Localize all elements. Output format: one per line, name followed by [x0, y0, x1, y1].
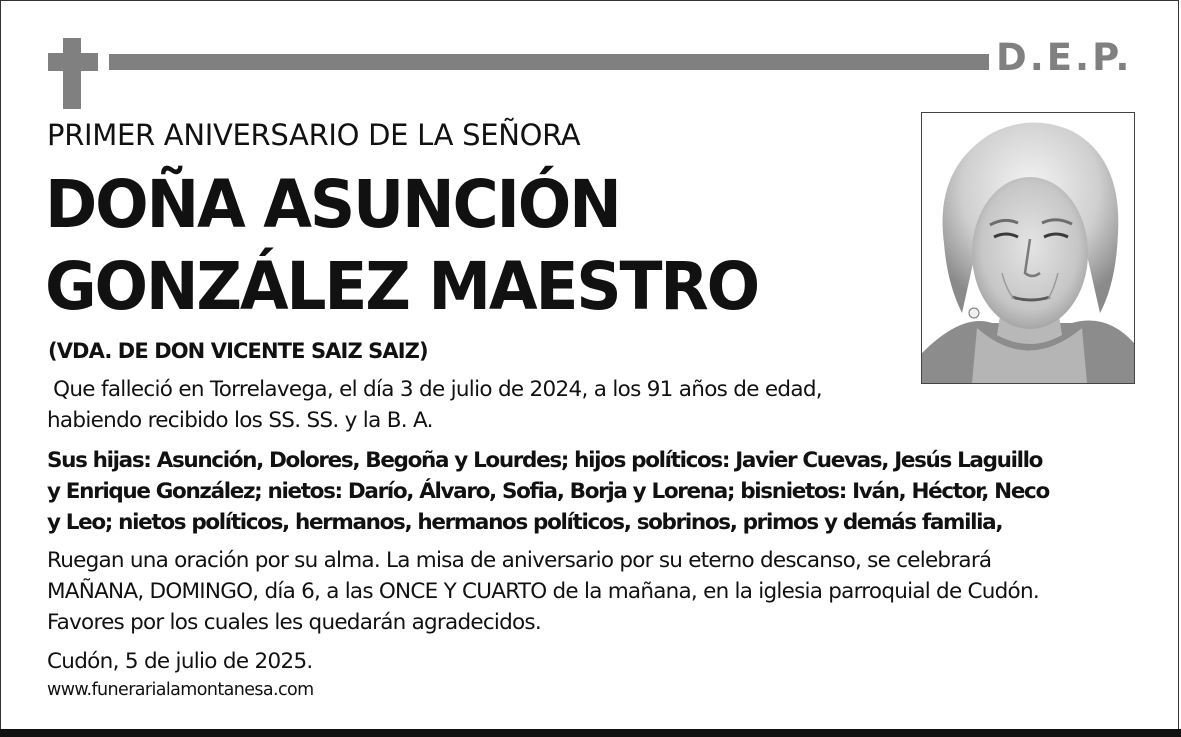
prayer-line: MAÑANA, DOMINGO, día 6, a las ONCE Y CUARTO de la mañana, en la iglesia parroquial de Cudón. [47, 579, 1039, 604]
dep-label: D.E.P. [996, 36, 1133, 79]
prayer-paragraph [47, 545, 1039, 638]
dateline-text: Cudón, 5 de julio de 2025. [47, 649, 313, 674]
dateline [47, 646, 313, 677]
death-line: Que falleció en Torrelavega, el día 3 de julio de 2024, a los 91 años de edad, [47, 377, 822, 402]
death-paragraph [47, 374, 822, 436]
prayer-line: Favores por los cuales les quedarán agradecidos. [47, 610, 541, 635]
family-line: y Enrique González; nietos: Darío, Álvaro, Sofia, Borja y Lorena; bisnietos: Iván, Héctor, Neco [47, 479, 1049, 504]
deceased-name-line1: DOÑA ASUNCIÓN [45, 165, 620, 243]
prayer-line: Ruegan una oración por su alma. La misa de aniversario por su eterno descanso, se celebrará [47, 548, 992, 573]
website-link[interactable]: www.funerarialamontanesa.com [47, 680, 314, 700]
death-line: habiendo recibido los SS. SS. y la B. A. [47, 408, 433, 433]
intro-heading: PRIMER ANIVERSARIO DE LA SEÑORA [47, 118, 581, 152]
spouse-line: (VDA. DE DON VICENTE SAIZ SAIZ) [48, 339, 428, 363]
portrait-photo [921, 112, 1135, 384]
family-line: y Leo; nietos políticos, hermanos, hermanos políticos, sobrinos, primos y demás familia, [47, 510, 1003, 535]
header-rule [109, 54, 989, 70]
family-paragraph [47, 445, 1049, 538]
family-line: Sus hijas: Asunción, Dolores, Begoña y Lourdes; hijos políticos: Javier Cuevas, Jesús Laguillo [47, 448, 1043, 473]
deceased-name-line2: GONZÁLEZ MAESTRO [45, 247, 758, 325]
bottom-bar [0, 729, 1181, 737]
